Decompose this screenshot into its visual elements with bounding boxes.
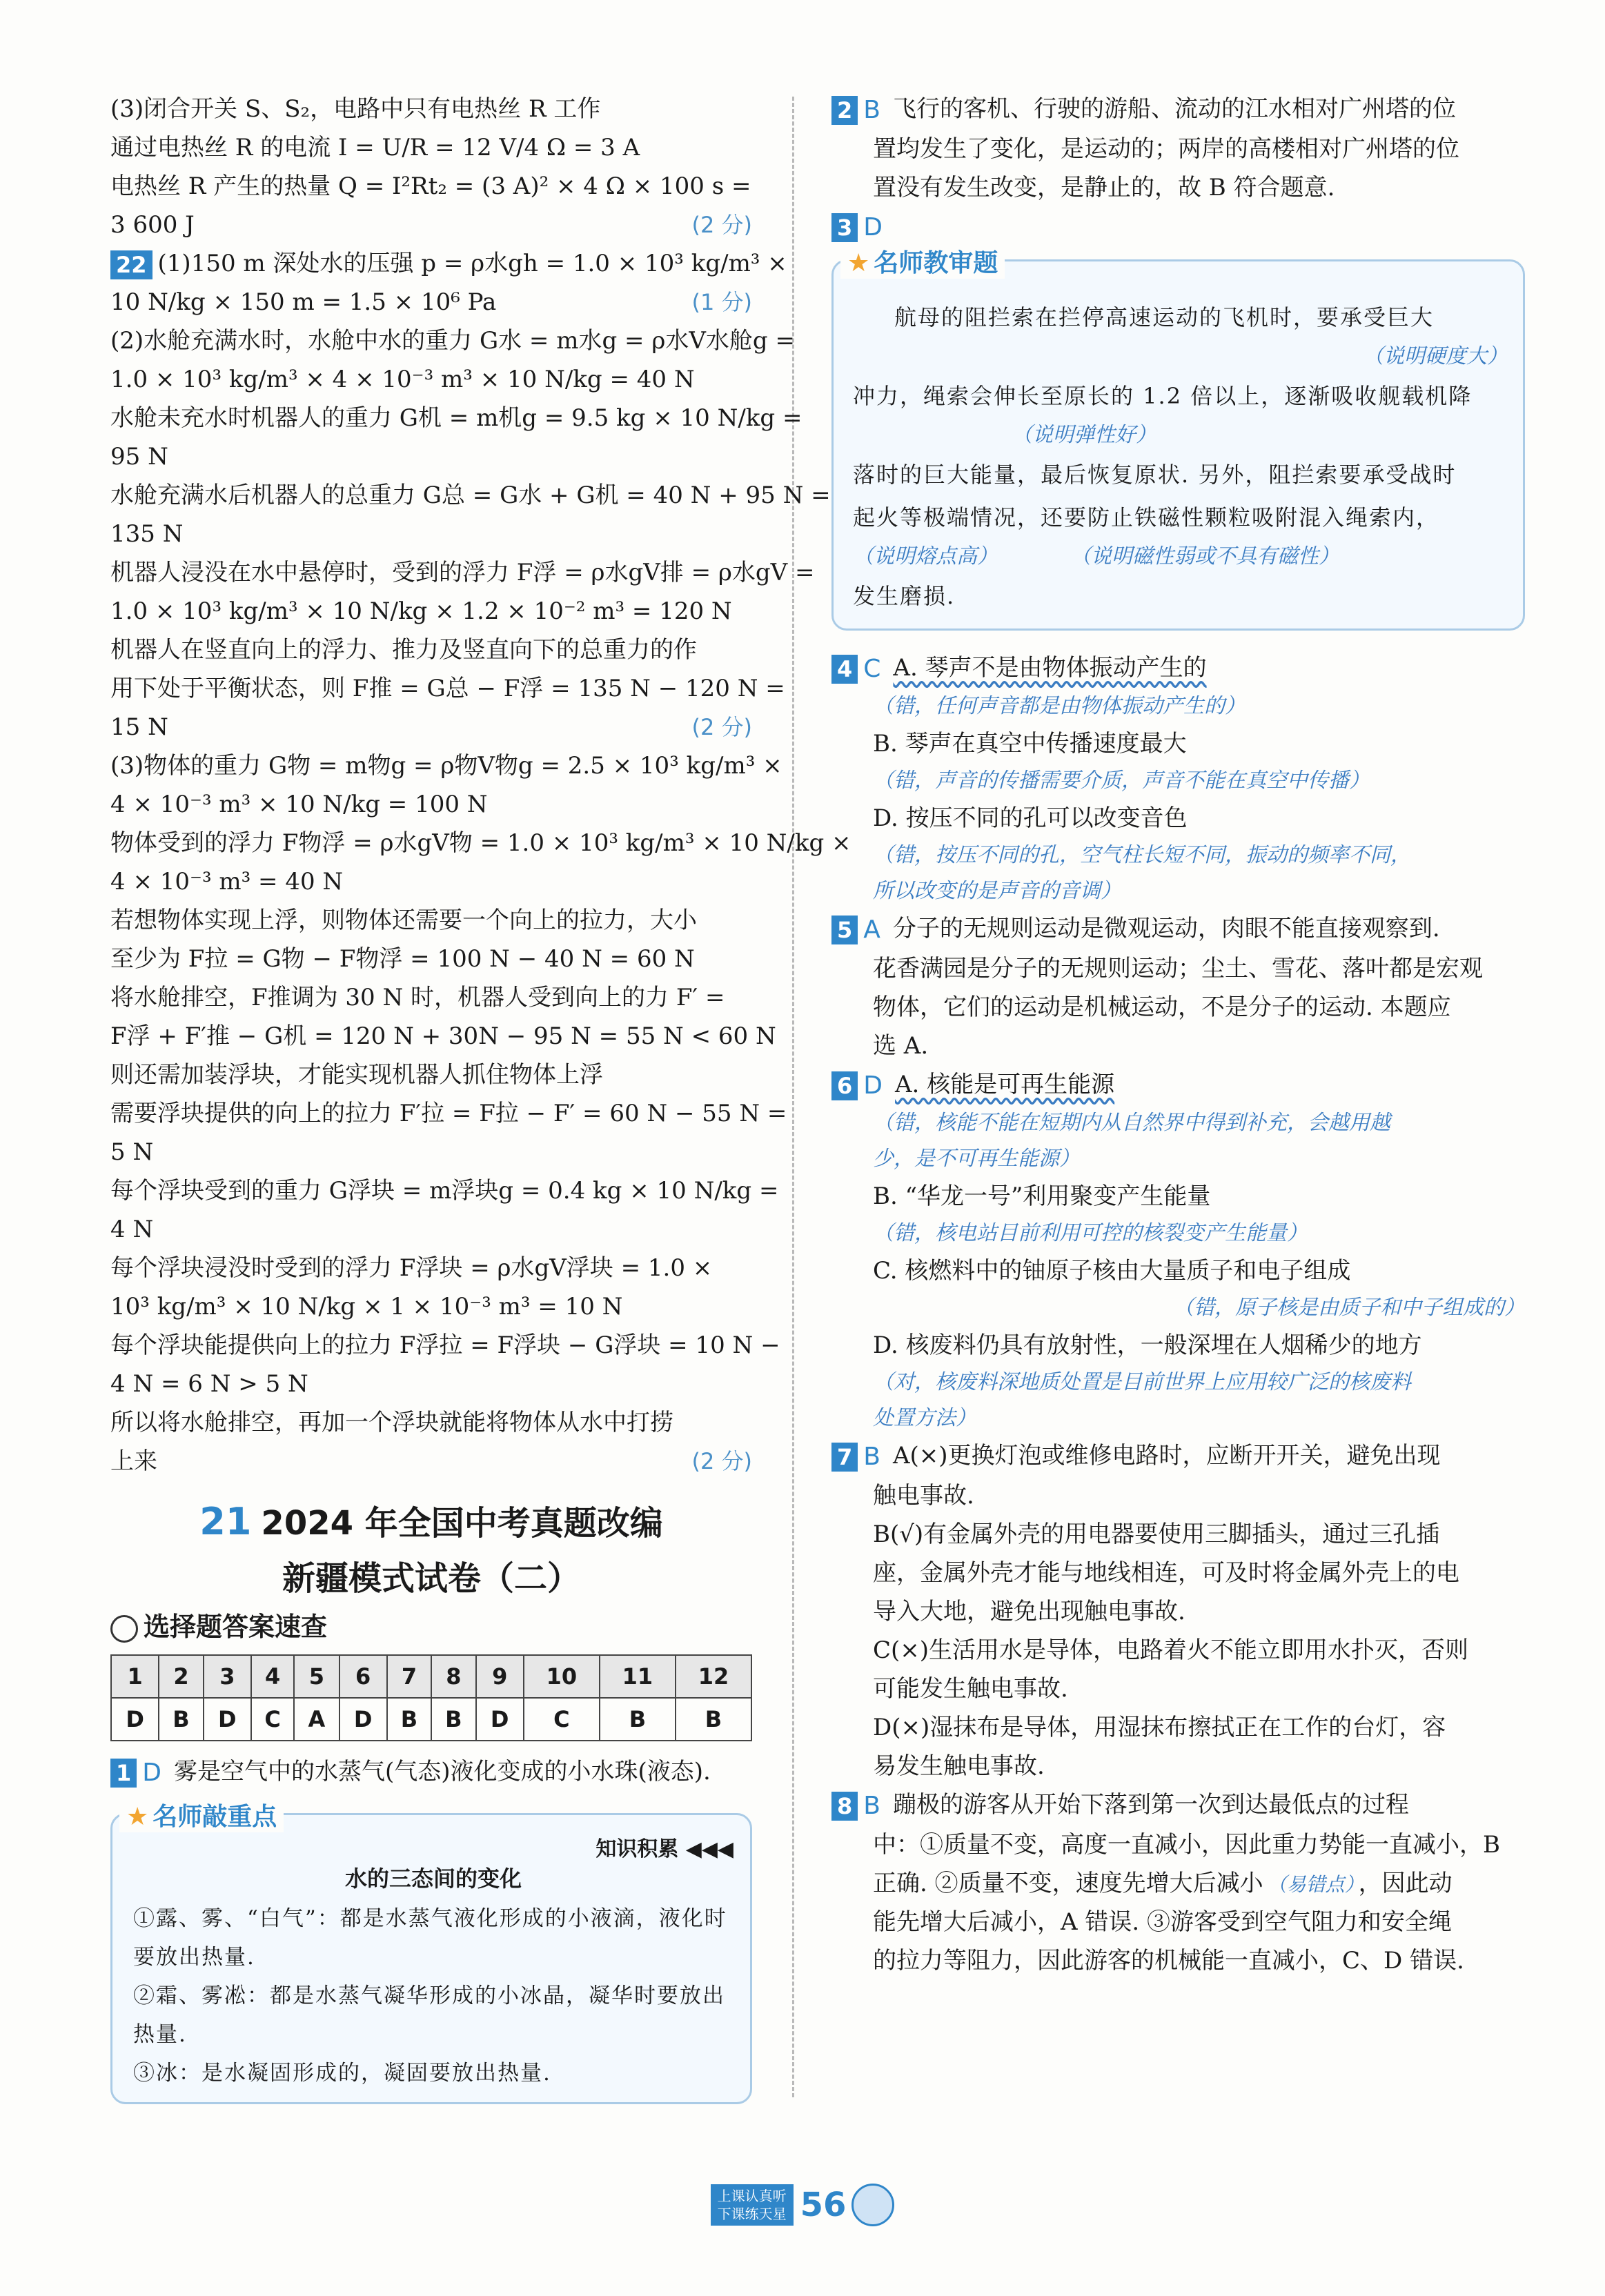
- text-span: (1)150 m 深处水的压强 p = ρ水gh = 1.0 × 10³ kg/m³ ×: [157, 250, 787, 277]
- teach-line: 起火等极端情况，还要防止铁磁性颗粒吸附混入绳索内，: [853, 504, 1440, 531]
- section-number: 21: [199, 1500, 252, 1543]
- question-22: [110, 244, 787, 283]
- text-line: 机器人浸没在水中悬停时，受到的浮力 F浮 = ρ水gV排 = ρ水gV =: [110, 559, 815, 586]
- text-line: 中：①质量不变，高度一直减小，因此重力势能一直减小，B: [873, 1831, 1500, 1859]
- text-line: 花香满园是分子的无规则运动；尘土、雪花、落叶都是宏观: [873, 955, 1483, 982]
- teach-line: 落时的巨大能量，最后恢复原状. 另外，阻拦索要承受战时: [853, 462, 1457, 488]
- text-line: 1.0 × 10³ kg/m³ × 4 × 10⁻³ m³ × 10 N/kg = 40 N: [110, 366, 695, 393]
- text-line: 置没有发生改变，是静止的，故 B 符合题意.: [873, 174, 1335, 201]
- key-points-tag: [119, 1797, 284, 1832]
- text-line: 则还需加装浮块，才能实现机器人抓住物体上浮: [110, 1061, 603, 1089]
- teach-review-tag: [840, 244, 1005, 279]
- text-line: B(√)有金属外壳的用电器要使用三脚插头，通过三孔插: [873, 1521, 1440, 1548]
- question-6: [831, 1065, 1525, 1105]
- text-span: 15 N: [110, 713, 168, 741]
- answer-number-cell: 1: [111, 1655, 159, 1698]
- star-icon: ★: [847, 249, 870, 277]
- question-number-badge: 6: [831, 1071, 858, 1100]
- question-1: [110, 1752, 752, 1792]
- text-line: F浮 + F′推 − G机 = 120 N + 30N − 95 N = 55 N < 60 N: [110, 1022, 776, 1050]
- text-line: 触电事故.: [873, 1482, 974, 1510]
- teach-note: （说明熔点高）: [853, 544, 998, 568]
- text-line: 4 × 10⁻³ m³ = 40 N: [110, 868, 344, 895]
- answer-number-cell: 3: [204, 1655, 251, 1698]
- text-span: ，因此动: [1358, 1870, 1453, 1897]
- text-line: 选 A.: [873, 1032, 929, 1060]
- text-line: [110, 708, 752, 746]
- text-span: 飞行的客机、行驶的游船、流动的江水相对广州塔的位: [892, 95, 1456, 123]
- answer-table-row: [111, 1698, 751, 1741]
- section-subtitle: 新疆模式试卷（二）: [282, 1559, 580, 1598]
- text-line: 若想物体实现上浮，则物体还需要一个向上的拉力，大小: [110, 907, 697, 934]
- text-line: 物体受到的浮力 F物浮 = ρ水gV物 = 1.0 × 10³ kg/m³ × 10 N/kg ×: [110, 829, 851, 857]
- question-answer: A: [863, 916, 880, 944]
- text-line: 需要浮块提供的向上的拉力 F′拉 = F拉 − F′ = 60 N − 55 N =: [110, 1100, 787, 1127]
- key-points-box: [110, 1803, 752, 2104]
- text-span: 雾是空气中的水蒸气(气态)液化变成的小水珠(液态).: [174, 1758, 711, 1785]
- text-line: 4 × 10⁻³ m³ × 10 N/kg = 100 N: [110, 791, 488, 818]
- text-line: 水舱充满水后机器人的总重力 G总 = G水 + G机 = 40 N + 95 N =: [110, 482, 831, 509]
- explanation-note: 少，是不可再生能源）: [873, 1147, 1080, 1171]
- score-label: (2 分): [691, 212, 752, 238]
- text-line: 每个浮块浸没时受到的浮力 F浮块 = ρ水gV浮块 = 1.0 ×: [110, 1254, 713, 1282]
- error-prone-note: （易错点）: [1267, 1873, 1355, 1896]
- score-label: (2 分): [691, 714, 752, 740]
- text-line: 至少为 F拉 = G物 − F物浮 = 100 N − 40 N = 60 N: [110, 945, 695, 973]
- text-line: D. 核废料仍具有放射性，一般深埋在人烟稀少的地方: [873, 1332, 1422, 1359]
- teach-note: （说明硬度大）: [1363, 344, 1508, 368]
- explanation-note: （对，核废料深地质处置是目前世界上应用较广泛的核废料: [873, 1370, 1411, 1394]
- knowledge-label: 知识积累 ◀◀◀: [595, 1837, 733, 1861]
- teach-line: 冲力，绳索会伸长至原长的 1.2 倍以上，逐渐吸收舰载机降: [853, 383, 1473, 409]
- text-line: C(×)生活用水是导体，电路着火不能立即用水扑灭，否则: [873, 1636, 1469, 1664]
- answer-number-cell: 2: [159, 1655, 203, 1698]
- text-line: 通过电热丝 R 的电流 I = U/R = 12 V/4 Ω = 3 A: [110, 134, 640, 161]
- text-line: B. “华龙一号”利用聚变产生能量: [873, 1182, 1211, 1210]
- text-span: A. 核能是可再生能源: [895, 1071, 1115, 1098]
- text-line: 座，金属外壳才能与地线相连，可及时将金属外壳上的电: [873, 1559, 1459, 1587]
- text-line: 每个浮块能提供向上的拉力 F浮拉 = F浮块 − G浮块 = 10 N −: [110, 1332, 780, 1359]
- column-divider: [792, 97, 794, 2097]
- question-5: [831, 909, 1525, 949]
- answer-number-cell: 12: [676, 1655, 751, 1698]
- text-line: 置均发生了变化，是运动的；两岸的高楼相对广州塔的位: [873, 135, 1459, 163]
- teach-note: （说明弹性好）: [1012, 423, 1156, 447]
- explanation-note: （错，原子核是由质子和中子组成的）: [1173, 1296, 1525, 1320]
- question-answer: D: [863, 213, 883, 241]
- key-point-line: 要放出热量.: [133, 1945, 255, 1970]
- key-point-line: 热量.: [133, 2022, 187, 2047]
- question-number-badge: 2: [831, 96, 858, 125]
- answer-letter-cell: D: [111, 1698, 159, 1741]
- answer-letter-cell: D: [339, 1698, 387, 1741]
- question-2: [831, 90, 1525, 130]
- score-label: (1 分): [691, 289, 752, 315]
- text-line: 机器人在竖直向上的浮力、推力及竖直向下的总重力的作: [110, 636, 697, 664]
- text-span: 正确. ②质量不变，速度先增大后减小: [873, 1870, 1263, 1897]
- search-icon: [110, 1615, 138, 1643]
- text-line: [110, 1442, 752, 1481]
- text-span: A(×)更换灯泡或维修电路时，应断开开关，避免出现: [892, 1442, 1441, 1469]
- text-line: C. 核燃料中的铀原子核由大量质子和电子组成: [873, 1257, 1351, 1285]
- question-7: [831, 1436, 1525, 1476]
- answer-number-cell: 11: [600, 1655, 676, 1698]
- text-line: 易发生触电事故.: [873, 1752, 1045, 1780]
- question-8: [831, 1785, 1525, 1825]
- answer-number-cell: 6: [339, 1655, 387, 1698]
- footer-slogan-line-2: 下课练天星: [717, 2206, 787, 2222]
- text-line: 所以将水舱排空，再加一个浮块就能将物体从水中打捞: [110, 1409, 673, 1436]
- text-line: B. 琴声在真空中传播速度最大: [873, 730, 1187, 758]
- teach-note-row: [853, 539, 1508, 575]
- question-answer: B: [863, 1792, 880, 1820]
- key-point-line: ②霜、雾凇：都是水蒸气凝华形成的小冰晶，凝华时要放出: [133, 1983, 725, 2008]
- teach-line: 发生磨损.: [853, 583, 956, 609]
- question-number-badge: 8: [831, 1792, 858, 1821]
- section-title-line-1: 2024 年全国中考真题改编: [261, 1504, 663, 1543]
- question-number-badge: 22: [110, 250, 152, 279]
- answer-number-cell: 9: [476, 1655, 524, 1698]
- answer-number-cell: 8: [431, 1655, 475, 1698]
- teach-review-tag-text: 名师教审题: [874, 249, 998, 277]
- text-span: 3 600 J: [110, 211, 195, 239]
- question-number-badge: 4: [831, 655, 858, 684]
- text-line: 物体，它们的运动是机械运动，不是分子的运动. 本题应: [873, 993, 1451, 1021]
- text-span: 上来: [110, 1447, 157, 1475]
- text-line: 4 N = 6 N > 5 N: [110, 1370, 308, 1398]
- text-line: (2)水舱充满水时，水舱中水的重力 G水 = m水g = ρ水V水舱g =: [110, 327, 795, 355]
- text-line: 可能发生触电事故.: [873, 1675, 1068, 1703]
- answer-letter-cell: C: [251, 1698, 294, 1741]
- key-point-line: ①露、雾、“白气”：都是水蒸气液化形成的小液滴，液化时: [133, 1906, 727, 1931]
- question-number-badge: 5: [831, 916, 858, 944]
- question-number-badge: 3: [831, 213, 858, 242]
- answer-number-cell: 4: [251, 1655, 294, 1698]
- answer-letter-cell: B: [387, 1698, 431, 1741]
- explanation-note: （错，核能不能在短期内从自然界中得到补充，会越用越: [873, 1111, 1390, 1135]
- text-line: D. 按压不同的孔可以改变音色: [873, 804, 1188, 832]
- text-line: 5 N: [110, 1138, 154, 1166]
- question-number-badge: 1: [110, 1759, 137, 1788]
- text-span: 10 N/kg × 150 m = 1.5 × 10⁶ Pa: [110, 288, 497, 316]
- star-icon: ★: [126, 1803, 149, 1831]
- quick-answer-text: 选择题答案速查: [144, 1612, 328, 1642]
- text-line: 导入大地，避免出现触电事故.: [873, 1598, 1185, 1625]
- key-point-line: ③冰：是水凝固形成的，凝固要放出热量.: [133, 2061, 551, 2086]
- section-title: [110, 1494, 752, 1551]
- key-points-title: 水的三态间的变化: [344, 1866, 522, 1892]
- text-span: A. 琴声不是由物体振动产生的: [893, 654, 1207, 682]
- explanation-note: （错，核电站目前利用可控的核裂变产生能量）: [873, 1221, 1308, 1245]
- question-answer: D: [863, 1071, 883, 1100]
- answer-letter-cell: B: [159, 1698, 203, 1741]
- score-label: (2 分): [691, 1448, 752, 1474]
- explanation-note: （错，按压不同的孔，空气柱长短不同，振动的频率不同，: [873, 843, 1411, 867]
- quick-answer-label: [110, 1606, 752, 1647]
- teach-note: （说明磁性弱或不具有磁性）: [1081, 544, 1339, 568]
- question-number-badge: 7: [831, 1443, 858, 1472]
- page-number: 56: [800, 2186, 847, 2224]
- answer-letter-cell: B: [600, 1698, 676, 1741]
- text-line: 用下处于平衡状态，则 F推 = G总 − F浮 = 135 N − 120 N =: [110, 675, 785, 702]
- text-line: (3)物体的重力 G物 = m物g = ρ物V物g = 2.5 × 10³ kg/m³ ×: [110, 752, 782, 780]
- footer-slogan-line-1: 上课认真听: [717, 2188, 787, 2204]
- answer-number-cell: 10: [524, 1655, 600, 1698]
- explanation-note: 所以改变的是声音的音调）: [873, 879, 1121, 903]
- text-line: 4 N: [110, 1216, 154, 1243]
- explanation-note: 处置方法）: [873, 1406, 976, 1430]
- question-3: [831, 207, 1525, 247]
- answer-letter-cell: B: [431, 1698, 475, 1741]
- text-line: [110, 283, 752, 321]
- text-line: [831, 1864, 1525, 1903]
- footer-slogan: [711, 2184, 794, 2226]
- text-line: 10³ kg/m³ × 10 N/kg × 1 × 10⁻³ m³ = 10 N: [110, 1293, 623, 1320]
- question-answer: D: [142, 1759, 161, 1787]
- teach-line: 航母的阻拦索在拦停高速运动的飞机时，要承受巨大: [894, 304, 1435, 330]
- text-line: 将水舱排空，F推调为 30 N 时，机器人受到向上的力 F′ =: [110, 984, 725, 1011]
- text-line: 1.0 × 10³ kg/m³ × 10 N/kg × 1.2 × 10⁻² m³ = 120 N: [110, 597, 732, 625]
- question-4: [831, 649, 1525, 689]
- text-span: 分子的无规则运动是微观运动，肉眼不能直接观察到.: [892, 915, 1440, 942]
- text-line: D(×)湿抹布是导体，用湿抹布擦拭正在工作的台灯，容: [873, 1714, 1446, 1741]
- text-line: 135 N: [110, 520, 184, 548]
- answer-table-header-row: [111, 1655, 751, 1698]
- explanation-note: （错，任何声音都是由物体振动产生的）: [873, 694, 1245, 718]
- question-answer: B: [863, 96, 880, 124]
- answer-table: [110, 1654, 752, 1741]
- text-line: 电热丝 R 产生的热量 Q = I²Rt₂ = (3 A)² × 4 Ω × 100 s =: [110, 172, 751, 200]
- text-line: 的拉力等阻力，因此游客的机械能一直减小，C、D 错误.: [873, 1947, 1464, 1975]
- text-line: 每个浮块受到的重力 G浮块 = m浮块g = 0.4 kg × 10 N/kg =: [110, 1177, 779, 1205]
- answer-number-cell: 5: [294, 1655, 339, 1698]
- answer-letter-cell: D: [204, 1698, 251, 1741]
- answer-letter-cell: B: [676, 1698, 751, 1741]
- question-answer: B: [863, 1443, 880, 1471]
- answer-number-cell: 7: [387, 1655, 431, 1698]
- page-footer: [0, 2184, 1605, 2226]
- text-line: 能先增大后减小，A 错误. ③游客受到空气阻力和安全绳: [873, 1908, 1452, 1936]
- mascot-icon: [851, 2184, 894, 2226]
- answer-letter-cell: C: [524, 1698, 600, 1741]
- teach-review-box: [831, 249, 1525, 631]
- answer-letter-cell: D: [476, 1698, 524, 1741]
- left-column: [110, 90, 851, 2104]
- text-line: 水舱未充水时机器人的重力 G机 = m机g = 9.5 kg × 10 N/kg =: [110, 404, 802, 432]
- text-line: 95 N: [110, 443, 168, 471]
- explanation-note: （错，声音的传播需要介质，声音不能在真空中传播）: [873, 769, 1370, 793]
- right-column: [831, 90, 1525, 1980]
- key-points-tag-text: 名师敲重点: [152, 1803, 277, 1831]
- question-answer: C: [863, 655, 881, 683]
- text-span: 蹦极的游客从开始下落到第一次到达最低点的过程: [892, 1791, 1409, 1819]
- text-line: (3)闭合开关 S、S₂，电路中只有电热丝 R 工作: [110, 95, 601, 123]
- answer-letter-cell: A: [294, 1698, 339, 1741]
- text-line: [110, 206, 752, 244]
